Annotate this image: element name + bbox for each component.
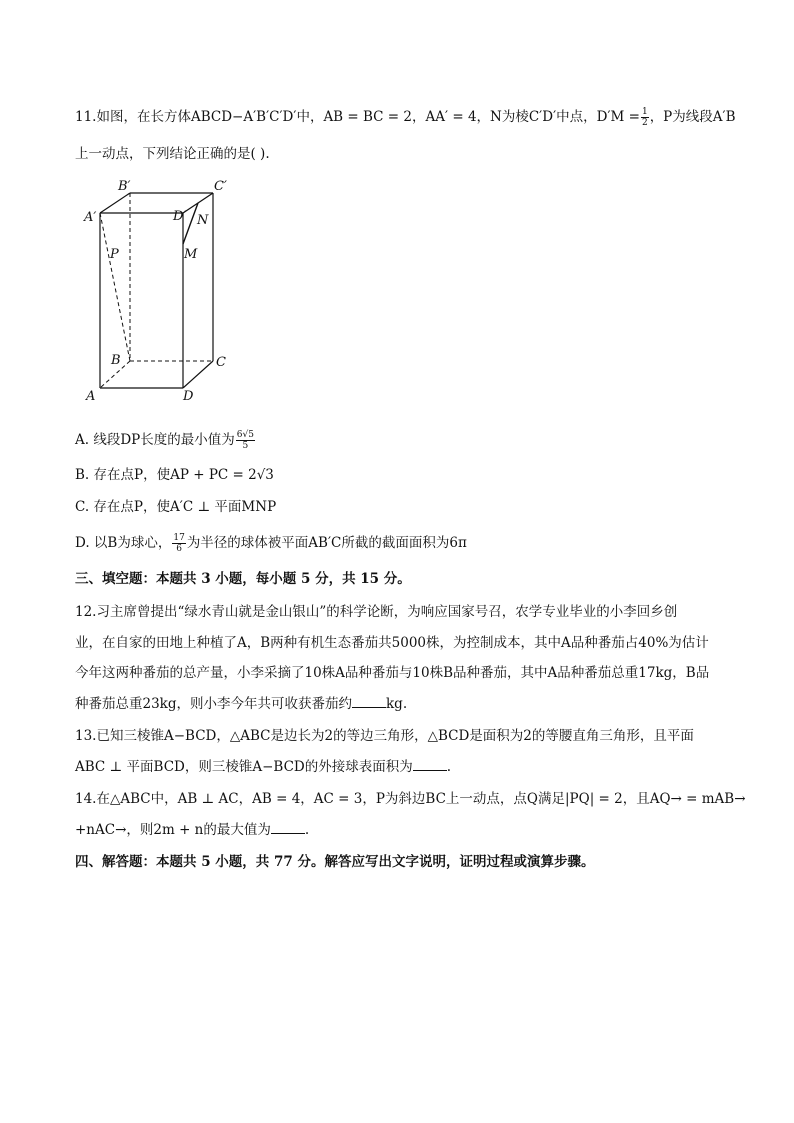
q11-stem-line2: 上一动点，下列结论正确的是( ). (75, 146, 270, 162)
q12-line4: 种番茄总重23kg，则小李今年共可收获番茄约 kg. (75, 696, 408, 712)
label-c-prime: C′ (214, 179, 227, 194)
section-answer-heading: 四、解答题：本题共 5 小题，共 77 分。解答应写出文字说明，证明过程或演算步骤。 (75, 854, 595, 870)
q13-line2: ABC ⊥ 平面BCD，则三棱锥A−BCD的外接球表面积为 . (75, 759, 452, 775)
q11-option-b: B. 存在点P，使AP + PC = 2√3 (75, 467, 274, 483)
label-n: N (197, 213, 209, 228)
section-fill-in-heading: 三、填空题：本题共 3 小题，每小题 5 分，共 15 分。 (75, 571, 411, 587)
label-b-prime: B′ (118, 179, 131, 194)
q11-option-a: A. 线段DP长度的最小值为 $\frac{6√5}{5}$ (75, 430, 254, 451)
q11-option-d: D. 以B为球心， $\frac{17}{6}$ 为半径的球体被平面AB′C所截的截面面积为6π (75, 533, 467, 554)
q12-line3: 今年这两种番茄的总产量，小李采摘了10株A品种番茄与10株B品种番茄，其中A品种番茄总重17kg，B品 (75, 665, 710, 681)
label-d: D (183, 389, 194, 404)
q11-option-c: C. 存在点P，使A′C ⊥ 平面MNP (75, 499, 277, 515)
q13-line1: 13.已知三棱锥A−BCD，△ABC是边长为2的等边三角形，△BCD是面积为2的等腰直角三角形，且平面 (75, 728, 694, 744)
q11-stem-line1 (75, 107, 736, 128)
q12-line2: 业，在自家的田地上种植了A，B两种有机生态番茄共5000株，为控制成本，其中A品种番茄占40%为估计 (75, 635, 709, 651)
label-c: C (216, 355, 226, 370)
q11-stem-tail: ，P为线段A′B (649, 109, 736, 125)
q13-answer-blank[interactable] (413, 758, 447, 771)
q11-stem-text: 11.如图，在长方体ABCD−A′B′C′D′中，AB = BC = 2，AA′ = 4，N为棱C′D′中点，D′M = (75, 109, 640, 125)
label-a-prime: A′ (84, 210, 97, 225)
option-a-fraction: $\frac{6√5}{5}$ (236, 430, 254, 451)
label-d-prime: D′ (173, 209, 187, 224)
label-b: B (111, 353, 121, 368)
q14-answer-blank[interactable] (271, 821, 305, 834)
q12-line1: 12.习主席曾提出“绿水青山就是金山银山”的科学论断，为响应国家号召，农学专业毕业的小李回乡创 (75, 604, 678, 620)
option-d-fraction: $\frac{17}{6}$ (173, 533, 185, 554)
label-m: M (184, 247, 198, 262)
label-a: A (86, 389, 96, 404)
q11-fraction-dm: $\frac{1}{2}$ (641, 107, 648, 128)
cuboid-figure (78, 176, 238, 408)
label-p: P (110, 247, 119, 262)
q14-line1: 14.在△ABC中，AB ⊥ AC，AB = 4，AC = 3，P为斜边BC上一动点，点Q满足|PQ| = 2，且AQ→ = mAB→ (75, 791, 746, 807)
q14-line2: +nAC→，则2m + n的最大值为 . (75, 822, 310, 838)
q12-answer-blank[interactable] (352, 695, 386, 708)
